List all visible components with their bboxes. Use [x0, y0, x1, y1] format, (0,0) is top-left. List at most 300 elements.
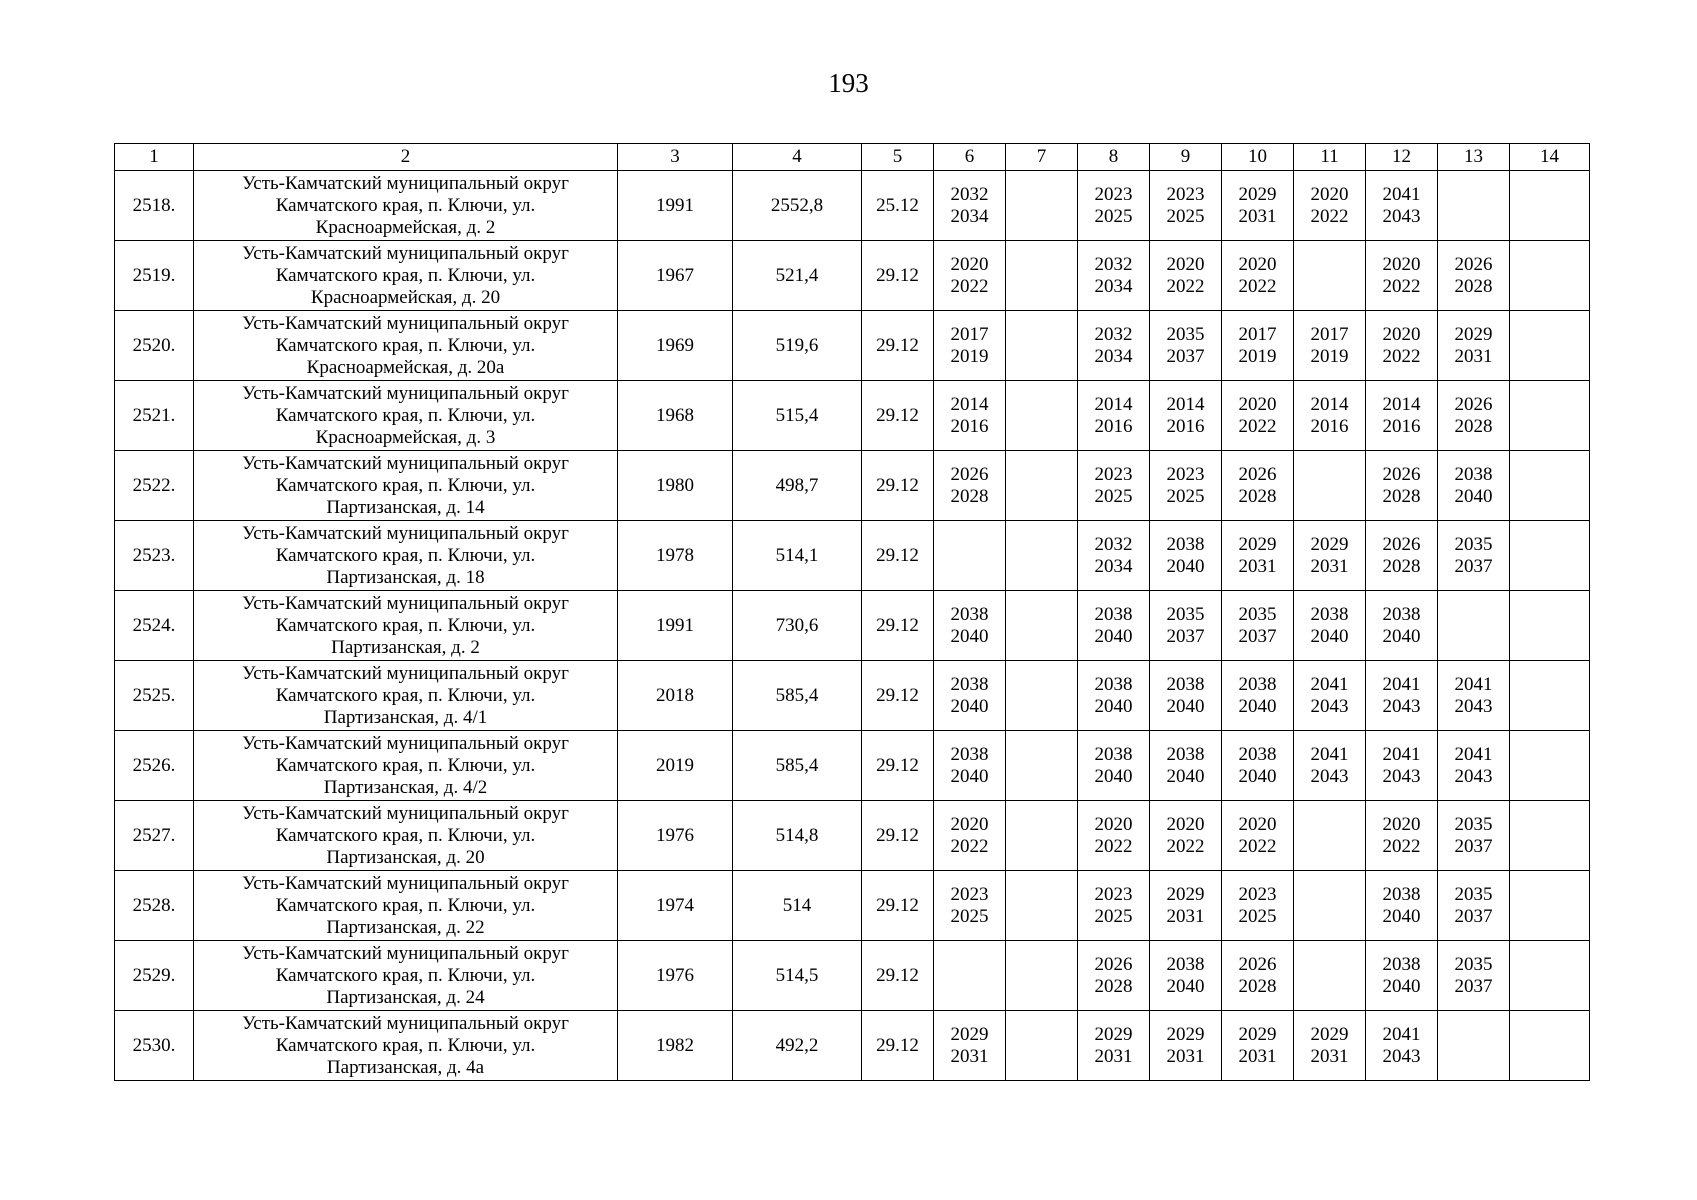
period-cell-c11 [1294, 871, 1366, 941]
period-cell-c14 [1510, 801, 1590, 871]
period-year: 2037 [1166, 345, 1205, 367]
period-cell-c9 [1150, 731, 1222, 801]
period-cell-c11 [1294, 311, 1366, 381]
period-year: 2023 [1166, 183, 1205, 205]
period-year: 2016 [1382, 415, 1421, 437]
address-line: Усть-Камчатский муниципальный округ [242, 522, 569, 544]
period-year: 2040 [1382, 975, 1421, 997]
address-line: Камчатского края, п. Ключи, ул. [275, 964, 536, 986]
period-year: 2038 [1094, 743, 1133, 765]
period-cell-c7 [1006, 661, 1078, 731]
period-year: 2040 [1166, 555, 1205, 577]
period-year: 2029 [1166, 883, 1205, 905]
period-year: 2031 [1094, 1045, 1133, 1067]
period-year: 2037 [1454, 975, 1493, 997]
period-cell-c11 [1294, 801, 1366, 871]
address-line: Усть-Камчатский муниципальный округ [242, 452, 569, 474]
period-cell-c12 [1366, 801, 1438, 871]
period-cell-c6 [934, 241, 1006, 311]
period-cell-c8 [1078, 591, 1150, 661]
period-cell-c14 [1510, 1011, 1590, 1081]
period-year: 2014 [950, 393, 989, 415]
period-year: 2022 [1238, 415, 1277, 437]
period-cell-c8 [1078, 381, 1150, 451]
table-row [115, 451, 1590, 521]
period-year: 2038 [1238, 673, 1277, 695]
period-year: 2017 [1310, 323, 1349, 345]
period-cell-c13 [1438, 731, 1510, 801]
period-year: 2020 [950, 253, 989, 275]
period-year: 2043 [1382, 695, 1421, 717]
date-cell: 29.12 [862, 941, 934, 1011]
year-cell: 2018 [618, 661, 733, 731]
address-line: Камчатского края, п. Ключи, ул. [275, 684, 536, 706]
period-year: 2026 [1454, 393, 1493, 415]
area-cell: 515,4 [733, 381, 862, 451]
column-header: 9 [1150, 144, 1222, 171]
period-year: 2020 [1094, 813, 1133, 835]
row-number-cell: 2519. [115, 241, 194, 311]
period-year: 2038 [1166, 533, 1205, 555]
period-year: 2020 [950, 813, 989, 835]
period-year: 2043 [1454, 765, 1493, 787]
period-year: 2019 [950, 345, 989, 367]
period-year: 2014 [1094, 393, 1133, 415]
period-cell-c10 [1222, 381, 1294, 451]
date-cell: 25.12 [862, 171, 934, 241]
header-row [115, 144, 1590, 171]
year-cell: 1976 [618, 941, 733, 1011]
period-cell-c9 [1150, 661, 1222, 731]
row-number-cell: 2525. [115, 661, 194, 731]
address-cell [194, 731, 618, 801]
period-year: 2022 [1382, 275, 1421, 297]
period-year: 2040 [950, 765, 989, 787]
year-cell: 1974 [618, 871, 733, 941]
period-year: 2035 [1166, 323, 1205, 345]
period-cell-c12 [1366, 1011, 1438, 1081]
period-year: 2040 [1382, 625, 1421, 647]
date-cell: 29.12 [862, 731, 934, 801]
period-cell-c14 [1510, 311, 1590, 381]
period-cell-c8 [1078, 521, 1150, 591]
row-number-cell: 2528. [115, 871, 194, 941]
period-cell-c6 [934, 871, 1006, 941]
period-year: 2023 [950, 883, 989, 905]
period-year: 2022 [1238, 835, 1277, 857]
table-row [115, 241, 1590, 311]
period-year: 2032 [1094, 533, 1133, 555]
period-year: 2025 [950, 905, 989, 927]
period-year: 2022 [950, 275, 989, 297]
period-year: 2032 [1094, 323, 1133, 345]
period-year: 2035 [1238, 603, 1277, 625]
period-year: 2026 [1454, 253, 1493, 275]
column-header: 1 [115, 144, 194, 171]
period-year: 2028 [1238, 975, 1277, 997]
year-cell: 1982 [618, 1011, 733, 1081]
period-year: 2035 [1454, 883, 1493, 905]
period-cell-c10 [1222, 171, 1294, 241]
period-cell-c9 [1150, 241, 1222, 311]
address-line: Партизанская, д. 2 [331, 636, 480, 658]
period-cell-c8 [1078, 451, 1150, 521]
period-year: 2031 [1310, 1045, 1349, 1067]
period-year: 2028 [1454, 275, 1493, 297]
period-cell-c6 [934, 171, 1006, 241]
period-year: 2031 [1238, 555, 1277, 577]
period-year: 2020 [1382, 323, 1421, 345]
period-year: 2029 [1166, 1023, 1205, 1045]
period-year: 2041 [1382, 743, 1421, 765]
address-cell [194, 171, 618, 241]
period-year: 2025 [1094, 905, 1133, 927]
address-line: Камчатского края, п. Ключи, ул. [275, 754, 536, 776]
period-year: 2016 [1166, 415, 1205, 437]
period-year: 2026 [1382, 463, 1421, 485]
address-line: Партизанская, д. 20 [326, 846, 485, 868]
period-year: 2020 [1310, 183, 1349, 205]
row-number-cell: 2520. [115, 311, 194, 381]
period-year: 2040 [1382, 905, 1421, 927]
year-cell: 1968 [618, 381, 733, 451]
period-year: 2022 [1382, 345, 1421, 367]
period-cell-c14 [1510, 521, 1590, 591]
period-year: 2016 [950, 415, 989, 437]
period-cell-c12 [1366, 521, 1438, 591]
column-header: 7 [1006, 144, 1078, 171]
address-line: Усть-Камчатский муниципальный округ [242, 732, 569, 754]
address-line: Камчатского края, п. Ключи, ул. [275, 194, 536, 216]
table-row [115, 521, 1590, 591]
period-cell-c12 [1366, 451, 1438, 521]
address-line: Партизанская, д. 24 [326, 986, 485, 1008]
period-year: 2043 [1382, 205, 1421, 227]
period-cell-c13 [1438, 871, 1510, 941]
period-year: 2035 [1454, 953, 1493, 975]
period-year: 2031 [1166, 1045, 1205, 1067]
period-cell-c7 [1006, 731, 1078, 801]
year-cell: 1991 [618, 591, 733, 661]
date-cell: 29.12 [862, 521, 934, 591]
page-number: 193 [828, 68, 869, 98]
period-year: 2025 [1166, 485, 1205, 507]
area-cell: 2552,8 [733, 171, 862, 241]
address-line: Красноармейская, д. 20а [306, 356, 505, 378]
period-cell-c14 [1510, 241, 1590, 311]
period-year: 2031 [1166, 905, 1205, 927]
year-cell: 1969 [618, 311, 733, 381]
address-line: Усть-Камчатский муниципальный округ [242, 312, 569, 334]
year-cell: 1976 [618, 801, 733, 871]
table-row [115, 1011, 1590, 1081]
period-year: 2022 [950, 835, 989, 857]
period-cell-c7 [1006, 1011, 1078, 1081]
period-year: 2028 [1382, 485, 1421, 507]
row-number-cell: 2524. [115, 591, 194, 661]
date-cell: 29.12 [862, 1011, 934, 1081]
address-line: Усть-Камчатский муниципальный округ [242, 802, 569, 824]
column-header: 2 [194, 144, 618, 171]
address-line: Партизанская, д. 4а [326, 1056, 485, 1078]
register-table [114, 143, 1590, 1081]
period-cell-c6 [934, 521, 1006, 591]
date-cell: 29.12 [862, 451, 934, 521]
address-cell [194, 801, 618, 871]
address-cell [194, 661, 618, 731]
period-cell-c9 [1150, 591, 1222, 661]
column-header: 14 [1510, 144, 1590, 171]
period-cell-c6 [934, 731, 1006, 801]
address-line: Партизанская, д. 22 [326, 916, 485, 938]
period-year: 2014 [1310, 393, 1349, 415]
period-year: 2043 [1382, 1045, 1421, 1067]
period-cell-c8 [1078, 661, 1150, 731]
period-cell-c14 [1510, 661, 1590, 731]
period-year: 2034 [1094, 555, 1133, 577]
date-cell: 29.12 [862, 661, 934, 731]
area-cell: 585,4 [733, 661, 862, 731]
address-line: Камчатского края, п. Ключи, ул. [275, 474, 536, 496]
address-line: Усть-Камчатский муниципальный округ [242, 382, 569, 404]
period-cell-c9 [1150, 381, 1222, 451]
period-year: 2028 [1238, 485, 1277, 507]
period-year: 2031 [950, 1045, 989, 1067]
date-cell: 29.12 [862, 591, 934, 661]
period-year: 2038 [950, 673, 989, 695]
period-cell-c11 [1294, 941, 1366, 1011]
period-year: 2041 [1382, 183, 1421, 205]
period-cell-c13 [1438, 381, 1510, 451]
period-cell-c14 [1510, 731, 1590, 801]
period-year: 2043 [1454, 695, 1493, 717]
address-line: Партизанская, д. 14 [326, 496, 485, 518]
period-cell-c13 [1438, 801, 1510, 871]
period-cell-c6 [934, 451, 1006, 521]
period-cell-c6 [934, 591, 1006, 661]
period-year: 2038 [1382, 603, 1421, 625]
address-line: Камчатского края, п. Ключи, ул. [275, 1034, 536, 1056]
date-cell: 29.12 [862, 311, 934, 381]
period-year: 2037 [1238, 625, 1277, 647]
period-year: 2038 [1094, 673, 1133, 695]
period-year: 2028 [1454, 415, 1493, 437]
table-row [115, 171, 1590, 241]
period-cell-c10 [1222, 801, 1294, 871]
period-cell-c8 [1078, 241, 1150, 311]
period-year: 2032 [1094, 253, 1133, 275]
period-year: 2038 [950, 603, 989, 625]
period-year: 2041 [1310, 673, 1349, 695]
table-body [115, 171, 1590, 1081]
period-year: 2020 [1382, 813, 1421, 835]
column-header: 12 [1366, 144, 1438, 171]
period-year: 2023 [1238, 883, 1277, 905]
period-year: 2029 [1238, 183, 1277, 205]
period-cell-c9 [1150, 941, 1222, 1011]
period-cell-c10 [1222, 591, 1294, 661]
period-cell-c9 [1150, 1011, 1222, 1081]
period-year: 2040 [1166, 695, 1205, 717]
period-cell-c10 [1222, 451, 1294, 521]
period-year: 2043 [1310, 765, 1349, 787]
period-year: 2032 [950, 183, 989, 205]
period-year: 2035 [1454, 813, 1493, 835]
period-cell-c10 [1222, 521, 1294, 591]
period-cell-c12 [1366, 241, 1438, 311]
row-number-cell: 2526. [115, 731, 194, 801]
period-cell-c7 [1006, 311, 1078, 381]
period-cell-c12 [1366, 941, 1438, 1011]
address-cell [194, 591, 618, 661]
period-year: 2035 [1454, 533, 1493, 555]
period-cell-c8 [1078, 171, 1150, 241]
period-year: 2029 [1238, 533, 1277, 555]
address-line: Усть-Камчатский муниципальный округ [242, 942, 569, 964]
period-year: 2023 [1094, 463, 1133, 485]
period-year: 2040 [1310, 625, 1349, 647]
date-cell: 29.12 [862, 381, 934, 451]
period-cell-c6 [934, 661, 1006, 731]
column-header: 3 [618, 144, 733, 171]
column-header: 5 [862, 144, 934, 171]
period-cell-c13 [1438, 591, 1510, 661]
address-cell [194, 521, 618, 591]
period-year: 2022 [1238, 275, 1277, 297]
period-year: 2031 [1238, 1045, 1277, 1067]
period-year: 2031 [1454, 345, 1493, 367]
date-cell: 29.12 [862, 241, 934, 311]
address-line: Усть-Камчатский муниципальный округ [242, 662, 569, 684]
address-line: Усть-Камчатский муниципальный округ [242, 872, 569, 894]
period-cell-c10 [1222, 941, 1294, 1011]
row-number-cell: 2530. [115, 1011, 194, 1081]
period-cell-c13 [1438, 1011, 1510, 1081]
period-cell-c10 [1222, 731, 1294, 801]
period-year: 2043 [1310, 695, 1349, 717]
period-year: 2020 [1238, 813, 1277, 835]
period-cell-c7 [1006, 381, 1078, 451]
period-cell-c13 [1438, 941, 1510, 1011]
period-cell-c9 [1150, 171, 1222, 241]
period-year: 2040 [1454, 485, 1493, 507]
period-year: 2034 [1094, 275, 1133, 297]
row-number-cell: 2518. [115, 171, 194, 241]
period-year: 2014 [1382, 393, 1421, 415]
period-year: 2038 [1166, 673, 1205, 695]
period-cell-c14 [1510, 381, 1590, 451]
period-year: 2028 [1094, 975, 1133, 997]
period-year: 2043 [1382, 765, 1421, 787]
period-cell-c7 [1006, 241, 1078, 311]
area-cell: 519,6 [733, 311, 862, 381]
table-row [115, 311, 1590, 381]
period-year: 2026 [1238, 953, 1277, 975]
period-year: 2041 [1310, 743, 1349, 765]
period-cell-c9 [1150, 451, 1222, 521]
period-year: 2016 [1310, 415, 1349, 437]
year-cell: 1991 [618, 171, 733, 241]
column-header: 13 [1438, 144, 1510, 171]
period-cell-c11 [1294, 591, 1366, 661]
period-cell-c14 [1510, 591, 1590, 661]
period-year: 2041 [1382, 1023, 1421, 1045]
period-year: 2017 [1238, 323, 1277, 345]
period-cell-c8 [1078, 311, 1150, 381]
period-cell-c7 [1006, 941, 1078, 1011]
period-year: 2022 [1310, 205, 1349, 227]
period-cell-c6 [934, 381, 1006, 451]
period-year: 2026 [1094, 953, 1133, 975]
address-line: Камчатского края, п. Ключи, ул. [275, 894, 536, 916]
row-number-cell: 2529. [115, 941, 194, 1011]
year-cell: 1967 [618, 241, 733, 311]
period-year: 2023 [1094, 883, 1133, 905]
period-year: 2041 [1454, 673, 1493, 695]
period-cell-c6 [934, 801, 1006, 871]
period-year: 2037 [1454, 555, 1493, 577]
address-line: Усть-Камчатский муниципальный округ [242, 1012, 569, 1034]
period-cell-c9 [1150, 801, 1222, 871]
period-year: 2025 [1094, 485, 1133, 507]
period-year: 2029 [1310, 1023, 1349, 1045]
period-cell-c6 [934, 311, 1006, 381]
period-cell-c11 [1294, 451, 1366, 521]
period-cell-c14 [1510, 941, 1590, 1011]
address-line: Камчатского края, п. Ключи, ул. [275, 614, 536, 636]
date-cell: 29.12 [862, 871, 934, 941]
address-line: Партизанская, д. 18 [326, 566, 485, 588]
period-year: 2038 [950, 743, 989, 765]
period-year: 2025 [1094, 205, 1133, 227]
period-cell-c10 [1222, 871, 1294, 941]
row-number-cell: 2522. [115, 451, 194, 521]
period-cell-c7 [1006, 521, 1078, 591]
area-cell: 498,7 [733, 451, 862, 521]
period-year: 2040 [1238, 695, 1277, 717]
period-year: 2026 [1382, 533, 1421, 555]
period-year: 2041 [1454, 743, 1493, 765]
area-cell: 585,4 [733, 731, 862, 801]
period-cell-c13 [1438, 521, 1510, 591]
period-cell-c10 [1222, 241, 1294, 311]
period-cell-c7 [1006, 801, 1078, 871]
period-year: 2026 [1238, 463, 1277, 485]
period-year: 2026 [950, 463, 989, 485]
period-year: 2022 [1166, 275, 1205, 297]
period-cell-c7 [1006, 451, 1078, 521]
period-cell-c14 [1510, 171, 1590, 241]
area-cell: 514 [733, 871, 862, 941]
period-cell-c6 [934, 1011, 1006, 1081]
period-cell-c11 [1294, 521, 1366, 591]
period-year: 2038 [1454, 463, 1493, 485]
period-cell-c12 [1366, 381, 1438, 451]
period-cell-c8 [1078, 731, 1150, 801]
period-year: 2025 [1166, 205, 1205, 227]
period-cell-c12 [1366, 591, 1438, 661]
period-cell-c8 [1078, 801, 1150, 871]
column-header: 8 [1078, 144, 1150, 171]
period-cell-c14 [1510, 871, 1590, 941]
period-cell-c9 [1150, 521, 1222, 591]
period-year: 2029 [950, 1023, 989, 1045]
period-year: 2028 [1382, 555, 1421, 577]
period-year: 2038 [1166, 743, 1205, 765]
address-line: Партизанская, д. 4/1 [323, 706, 488, 728]
period-cell-c10 [1222, 661, 1294, 731]
period-year: 2040 [1094, 625, 1133, 647]
